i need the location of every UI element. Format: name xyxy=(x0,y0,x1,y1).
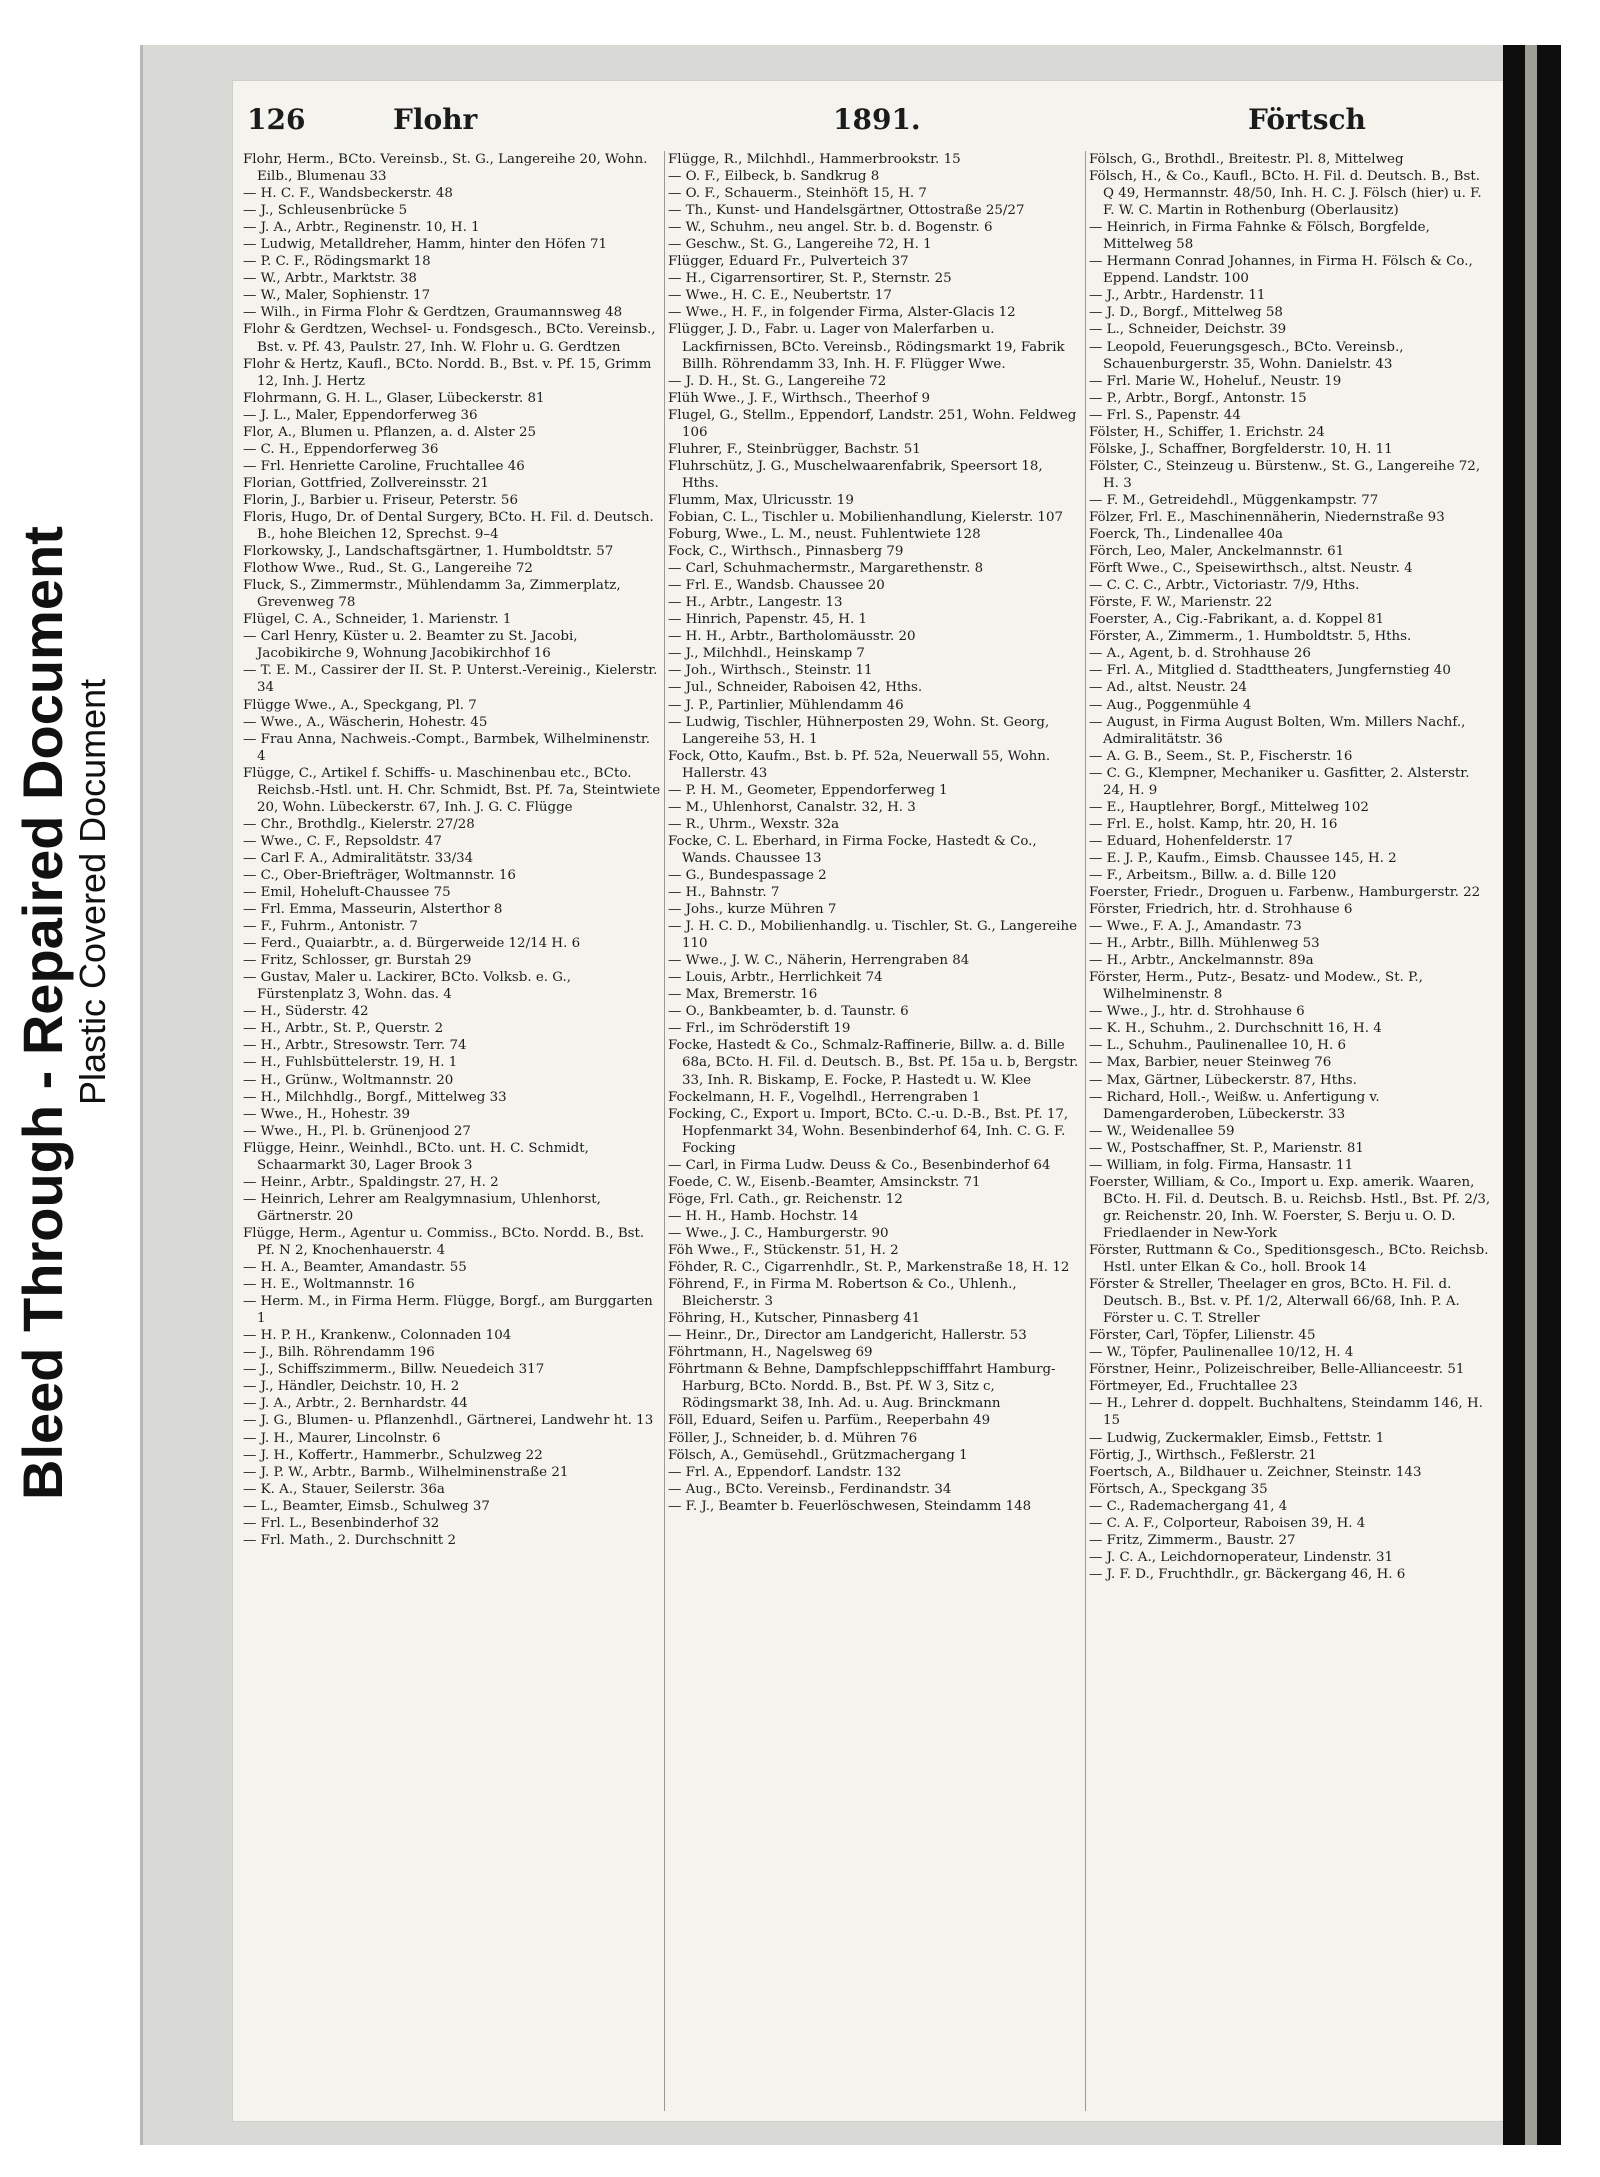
directory-entry: — J., Schleusenbrücke 5 xyxy=(243,203,408,219)
directory-entry: Flügge, Heinr., Weinhdl., BCto. unt. H. C. Schmidt, Schaarmarkt 30, Lager Brook 3 xyxy=(243,1140,589,1173)
directory-entry: — H., Grünw., Woltmannstr. 20 xyxy=(243,1072,454,1088)
directory-entry: — W., Töpfer, Paulinenallee 10/12, H. 4 xyxy=(1089,1345,1354,1361)
scanned-page-area xyxy=(140,45,1561,2145)
directory-entry: Flohr & Hertz, Kaufl., BCto. Nordd. B., Bst. v. Pf. 15, Grimm 12, Inh. J. Hertz xyxy=(243,356,652,389)
directory-entry: Flohr & Gerdtzen, Wechsel- u. Fondsgesch., BCto. Vereinsb., Bst. v. Pf. 43, Paulstr. 27, Inh. W. Flohr u. G. Gerdtzen xyxy=(243,322,656,355)
directory-entry: Förste, F. W., Marienstr. 22 xyxy=(1089,595,1273,611)
header-year: 1891. xyxy=(833,103,921,136)
directory-entry: — O., Bankbeamter, b. d. Taunstr. 6 xyxy=(668,1004,909,1020)
directory-entry: — F. M., Getreidehdl., Müggenkampstr. 77 xyxy=(1089,492,1379,508)
directory-entry: — Fritz, Schlosser, gr. Burstah 29 xyxy=(243,953,472,969)
directory-entry: — E. J. P., Kaufm., Eimsb. Chaussee 145, H. 2 xyxy=(1089,850,1397,866)
directory-entry: — William, in folg. Firma, Hansastr. 11 xyxy=(1089,1157,1354,1173)
directory-entry: — H. A., Beamter, Amandastr. 55 xyxy=(243,1260,467,1276)
directory-entry: Föhrtmann & Behne, Dampfschleppschifffahrt Hamburg-Harburg, BCto. Nordd. B., Bst. Pf. W 3, Sitz c, Rödingsmarkt 38, Inh. Ad. u. Aug. Brinckmann xyxy=(668,1362,1056,1412)
directory-entry: — Frl. A., Mitglied d. Stadttheaters, Jungfernstieg 40 xyxy=(1089,663,1451,679)
directory-entry: Fölster, C., Steinzeug u. Bürstenw., St. G., Langereihe 72, H. 3 xyxy=(1089,458,1481,491)
directory-entry: Flügger, J. D., Fabr. u. Lager von Malerfarben u. Lackfirnissen, BCto. Vereinsb., Rödingsmarkt 19, Fabrik Billh. Röhrendamm 33, Inh. H. F. Flügger Wwe. xyxy=(668,322,1065,372)
directory-entry: — Wwe., A., Wäscherin, Hohestr. 45 xyxy=(243,714,488,730)
directory-entry: — Joh., Wirthsch., Steinstr. 11 xyxy=(668,663,873,679)
directory-entry: Flügge, C., Artikel f. Schiffs- u. Maschinenbau etc., BCto. Reichsb.-Hstl. unt. H. Chr. Schmidt, Bst. Pf. 7a, Steintwiete 20, Wohn. Lübeckerstr. 67, Inh. J. G. C. Flügge xyxy=(243,765,661,815)
directory-entry: Förster, Friedrich, htr. d. Strohhause 6 xyxy=(1089,902,1353,918)
directory-entry: — C. A. F., Colporteur, Raboisen 39, H. 4 xyxy=(1089,1515,1366,1531)
directory-entry: Flugel, G., Stellm., Eppendorf, Landstr. 251, Wohn. Feldweg 106 xyxy=(668,407,1077,440)
directory-entry: — Wwe., J. C., Hamburgerstr. 90 xyxy=(668,1225,889,1241)
directory-entry: Fölzer, Frl. E., Maschinennäherin, Niedernstraße 93 xyxy=(1089,509,1445,525)
directory-entry: Foburg, Wwe., L. M., neust. Fuhlentwiete 128 xyxy=(668,527,981,543)
directory-entry: Fobian, C. L., Tischler u. Mobilienhandlung, Kielerstr. 107 xyxy=(668,509,1063,525)
directory-entry: — August, in Firma August Bolten, Wm. Millers Nachf., Admiralitätstr. 36 xyxy=(1089,714,1466,747)
directory-entry: — Aug., Poggenmühle 4 xyxy=(1089,697,1252,713)
directory-entry: Fölster, H., Schiffer, 1. Erichstr. 24 xyxy=(1089,424,1325,440)
directory-entry: — H., Arbtr., Stresowstr. Terr. 74 xyxy=(243,1038,467,1054)
directory-entry: — Ferd., Quaiarbtr., a. d. Bürgerweide 12/14 H. 6 xyxy=(243,936,581,952)
directory-entry: — C. C. C., Arbtr., Victoriastr. 7/9, Hths. xyxy=(1089,578,1360,594)
directory-entry: Föll, Eduard, Seifen u. Parfüm., Reeperbahn 49 xyxy=(668,1413,991,1429)
directory-entry: — Carl, Schuhmachermstr., Margarethenstr. 8 xyxy=(668,561,984,577)
scan-dark-edge xyxy=(1503,45,1561,2145)
directory-entry: — Carl Henry, Küster u. 2. Beamter zu St. Jacobi, Jacobikirche 9, Wohnung Jacobikirchhof 16 xyxy=(243,629,578,662)
column-divider xyxy=(664,151,665,2111)
directory-entry: Förster & Streller, Theelager en gros, BCto. H. Fil. d. Deutsch. B., Bst. v. Pf. 1/2, Alterwall 66/68, Inh. P. A. Förster u. C. T. Streller xyxy=(1089,1277,1460,1327)
directory-entry: Florin, J., Barbier u. Friseur, Peterstr. 56 xyxy=(243,492,518,508)
directory-entry: — Frau Anna, Nachweis.-Compt., Barmbek, Wilhelminenstr. 4 xyxy=(243,731,651,764)
directory-entry: — Wwe., C. F., Repsoldstr. 47 xyxy=(243,833,442,849)
directory-entry: Fölsch, A., Gemüsehdl., Grützmachergang 1 xyxy=(668,1447,968,1463)
directory-entry: — Louis, Arbtr., Herrlichkeit 74 xyxy=(668,970,883,986)
directory-entry: — Frl., im Schröderstift 19 xyxy=(668,1021,851,1037)
directory-columns xyxy=(243,151,1493,2111)
directory-entry: — H. C. F., Wandsbeckerstr. 48 xyxy=(243,186,453,202)
directory-entry: Foede, C. W., Eisenb.-Beamter, Amsinckstr. 71 xyxy=(668,1174,981,1190)
directory-entry: — J. P., Partinlier, Mühlendamm 46 xyxy=(668,697,904,713)
directory-entry: — R., Uhrm., Wexstr. 32a xyxy=(668,816,840,832)
directory-entry: — H., Milchhdlg., Borgf., Mittelweg 33 xyxy=(243,1089,507,1105)
directory-entry: — W., Postschaffner, St. P., Marienstr. 81 xyxy=(1089,1140,1364,1156)
directory-entry: — H., Fuhlsbüttelerstr. 19, H. 1 xyxy=(243,1055,458,1071)
directory-entry: — L., Schuhm., Paulinenallee 10, H. 6 xyxy=(1089,1038,1346,1054)
directory-entry: — J. A., Arbtr., 2. Bernhardstr. 44 xyxy=(243,1396,468,1412)
directory-entry: — J. P. W., Arbtr., Barmb., Wilhelminenstraße 21 xyxy=(243,1464,569,1480)
directory-entry: Flohr, Herm., BCto. Vereinsb., St. G., Langereihe 20, Wohn. Eilb., Blumenau 33 xyxy=(243,152,648,185)
directory-entry: Förster, A., Zimmerm., 1. Humboldtstr. 5, Hths. xyxy=(1089,629,1412,645)
directory-entry: Förtmeyer, Ed., Fruchtallee 23 xyxy=(1089,1379,1298,1395)
directory-entry: — C., Rademachergang 41, 4 xyxy=(1089,1498,1288,1514)
directory-entry: Fock, Otto, Kaufm., Bst. b. Pf. 52a, Neuerwall 55, Wohn. Hallerstr. 43 xyxy=(668,748,1051,781)
directory-entry: Flor, A., Blumen u. Pflanzen, a. d. Alster 25 xyxy=(243,424,536,440)
directory-entry: — E., Hauptlehrer, Borgf., Mittelweg 102 xyxy=(1089,799,1369,815)
directory-entry: — Wwe., J., htr. d. Strohhause 6 xyxy=(1089,1004,1305,1020)
directory-entry: — O. F., Eilbeck, b. Sandkrug 8 xyxy=(668,169,880,185)
directory-entry: Flügel, C. A., Schneider, 1. Marienstr. 1 xyxy=(243,612,512,628)
directory-entry: — Ludwig, Tischler, Hühnerposten 29, Wohn. St. Georg, Langereihe 53, H. 1 xyxy=(668,714,1050,747)
header-last-entry: Förtsch xyxy=(1248,103,1366,136)
directory-entry: Fluhrer, F., Steinbrügger, Bachstr. 51 xyxy=(668,441,921,457)
directory-entry: Föhrtmann, H., Nagelsweg 69 xyxy=(668,1345,873,1361)
directory-entry: — H., Lehrer d. doppelt. Buchhaltens, Steindamm 146, H. 15 xyxy=(1089,1396,1483,1429)
directory-entry: — Wwe., H. C. E., Neubertstr. 17 xyxy=(668,288,892,304)
directory-entry: Föhder, R. C., Cigarrenhdlr., St. P., Markenstraße 18, H. 12 xyxy=(668,1260,1070,1276)
directory-entry: Föhrend, F., in Firma M. Robertson & Co., Uhlenh., Bleicherstr. 3 xyxy=(668,1277,1017,1310)
header-first-entry: Flohr xyxy=(393,103,478,136)
directory-entry: — P. H. M., Geometer, Eppendorferweg 1 xyxy=(668,782,948,798)
directory-entry: — A., Agent, b. d. Strohhause 26 xyxy=(1089,646,1311,662)
directory-entry: Flumm, Max, Ulricusstr. 19 xyxy=(668,492,854,508)
directory-entry: — Hermann Conrad Johannes, in Firma H. Fölsch & Co., Eppend. Landstr. 100 xyxy=(1089,254,1473,287)
directory-entry: Foerster, William, & Co., Import u. Exp. amerik. Waaren, BCto. H. Fil. d. Deutsch. B. u. Reichsb. Hstl., Bst. Pf. 2/3, gr. Reichenstr. 20, Inh. W. Foerster, S. Berju u. O. D. Friedlaender in New-York xyxy=(1089,1174,1491,1241)
directory-entry: — Frl. E., Wandsb. Chaussee 20 xyxy=(668,578,885,594)
directory-entry: — Hinrich, Papenstr. 45, H. 1 xyxy=(668,612,868,628)
directory-entry: Förch, Leo, Maler, Anckelmannstr. 61 xyxy=(1089,544,1345,560)
directory-entry: — H., Arbtr., Anckelmannstr. 89a xyxy=(1089,953,1314,969)
directory-entry: — Frl. L., Besenbinderhof 32 xyxy=(243,1515,440,1531)
directory-entry: — Max, Barbier, neuer Steinweg 76 xyxy=(1089,1055,1332,1071)
directory-entry: Fölsch, H., & Co., Kaufl., BCto. H. Fil. d. Deutsch. B., Bst. Q 49, Hermannstr. 48/50, Inh. H. C. J. Fölsch (hier) u. F. F. W. C. Martin in Rothenburg (Oberlausitz) xyxy=(1089,169,1482,219)
directory-entry: — H. H., Hamb. Hochstr. 14 xyxy=(668,1208,859,1224)
scan-edge-strip xyxy=(1525,45,1537,2145)
directory-entry: — Wwe., H., Hohestr. 39 xyxy=(243,1106,411,1122)
directory-entry: — Wilh., in Firma Flohr & Gerdtzen, Graumannsweg 48 xyxy=(243,305,623,321)
directory-entry: Flüh Wwe., J. F., Wirthsch., Theerhof 9 xyxy=(668,390,931,406)
directory-entry: Flügge, R., Milchhdl., Hammerbrookstr. 15 xyxy=(668,152,961,167)
directory-entry: — J., Arbtr., Hardenstr. 11 xyxy=(1089,288,1266,304)
directory-entry: — H., Arbtr., St. P., Querstr. 2 xyxy=(243,1021,444,1037)
directory-entry: — W., Schuhm., neu angel. Str. b. d. Bogenstr. 6 xyxy=(668,220,993,236)
column-right xyxy=(1089,151,1491,2111)
column-left xyxy=(243,151,661,2111)
directory-entry: Förft Wwe., C., Speisewirthsch., altst. Neustr. 4 xyxy=(1089,561,1413,577)
directory-entry: Förstner, Heinr., Polizeischreiber, Belle-Allianceestr. 51 xyxy=(1089,1362,1465,1378)
directory-entry: — Eduard, Hohenfelderstr. 17 xyxy=(1089,833,1293,849)
directory-entry: — K. H., Schuhm., 2. Durchschnitt 16, H. 4 xyxy=(1089,1021,1382,1037)
page-header xyxy=(233,103,1503,143)
directory-entry: — J. L., Maler, Eppendorferweg 36 xyxy=(243,407,478,423)
directory-entry: Föge, Frl. Cath., gr. Reichenstr. 12 xyxy=(668,1191,903,1207)
scan-side-label xyxy=(0,0,140,2177)
directory-entry: — L., Beamter, Eimsb., Schulweg 37 xyxy=(243,1498,490,1514)
directory-entry: Flügger, Eduard Fr., Pulverteich 37 xyxy=(668,254,909,270)
directory-entry: Foerster, A., Cig.-Fabrikant, a. d. Koppel 81 xyxy=(1089,612,1385,628)
directory-entry: — J., Milchhdl., Heinskamp 7 xyxy=(668,646,865,662)
directory-entry: Fluck, S., Zimmermstr., Mühlendamm 3a, Zimmerplatz, Grevenweg 78 xyxy=(243,578,621,611)
directory-entry: — Frl. Marie W., Hoheluf., Neustr. 19 xyxy=(1089,373,1342,389)
directory-entry: Föh Wwe., F., Stückenstr. 51, H. 2 xyxy=(668,1243,899,1258)
directory-entry: — Emil, Hoheluft-Chaussee 75 xyxy=(243,885,451,901)
directory-entry: — Frl. Henriette Caroline, Fruchtallee 46 xyxy=(243,458,525,474)
side-label-main: Bleed Through - Repaired Document xyxy=(11,526,74,1500)
directory-entry: — J. H., Koffertr., Hammerbr., Schulzweg 22 xyxy=(243,1447,543,1463)
directory-entry: — H., Cigarrensortirer, St. P., Sternstr. 25 xyxy=(668,271,952,287)
directory-entry: — C. G., Klempner, Mechaniker u. Gasfitter, 2. Alsterstr. 24, H. 9 xyxy=(1089,765,1470,798)
directory-entry: Fölsch, G., Brothdl., Breitestr. Pl. 8, Mittelweg xyxy=(1089,152,1404,167)
directory-entry: — Leopold, Feuerungsgesch., BCto. Vereinsb., Schauenburgerstr. 35, Wohn. Danielstr. 43 xyxy=(1089,339,1404,372)
directory-entry: Förster, Herm., Putz-, Besatz- und Modew., St. P., Wilhelminenstr. 8 xyxy=(1089,970,1423,1003)
directory-entry: — F. J., Beamter b. Feuerlöschwesen, Steindamm 148 xyxy=(668,1498,1032,1514)
directory-entry: — P., Arbtr., Borgf., Antonstr. 15 xyxy=(1089,390,1307,406)
directory-entry: Fockelmann, H. F., Vogelhdl., Herrengraben 1 xyxy=(668,1089,981,1105)
directory-entry: — C., Ober-Briefträger, Woltmannstr. 16 xyxy=(243,867,516,883)
directory-entry: — H., Arbtr., Billh. Mühlenweg 53 xyxy=(1089,936,1320,952)
directory-entry: — Gustav, Maler u. Lackirer, BCto. Volksb. e. G., Fürstenplatz 3, Wohn. das. 4 xyxy=(243,970,572,1003)
directory-entry: — Ad., altst. Neustr. 24 xyxy=(1089,680,1248,696)
directory-entry: Förster, Ruttmann & Co., Speditionsgesch., BCto. Reichsb. Hstl. unter Elkan & Co., holl. Brook 14 xyxy=(1089,1243,1489,1276)
directory-entry: — Carl, in Firma Ludw. Deuss & Co., Besenbinderhof 64 xyxy=(668,1157,1051,1173)
directory-entry: Floris, Hugo, Dr. of Dental Surgery, BCto. H. Fil. d. Deutsch. B., hohe Bleichen 12, Sprechst. 9–4 xyxy=(243,509,654,543)
directory-entry: — H. H., Arbtr., Bartholomäusstr. 20 xyxy=(668,629,916,645)
directory-entry: — J. D., Borgf., Mittelweg 58 xyxy=(1089,305,1283,321)
directory-entry: — Fritz, Zimmerm., Baustr. 27 xyxy=(1089,1532,1296,1548)
directory-entry: — H. P. H., Krankenw., Colonnaden 104 xyxy=(243,1328,512,1344)
directory-entry: Fölske, J., Schaffner, Borgfelderstr. 10, H. 11 xyxy=(1089,441,1393,457)
directory-entry: — K. A., Stauer, Seilerstr. 36a xyxy=(243,1481,445,1497)
directory-entry: — J. A., Arbtr., Reginenstr. 10, H. 1 xyxy=(243,220,480,236)
directory-entry: Flohrmann, G. H. L., Glaser, Lübeckerstr. 81 xyxy=(243,390,545,406)
directory-entry: — Heinrich, in Firma Fahnke & Fölsch, Borgfelde, Mittelweg 58 xyxy=(1089,220,1430,253)
directory-entry: — H., Süderstr. 42 xyxy=(243,1004,369,1020)
directory-entry: — J., Bilh. Röhrendamm 196 xyxy=(243,1345,435,1361)
directory-entry: — J. F. D., Fruchthdlr., gr. Bäckergang 46, H. 6 xyxy=(1089,1566,1406,1582)
directory-entry: — J., Schiffszimmerm., Billw. Neuedeich 317 xyxy=(243,1362,545,1378)
directory-entry: — Heinr., Arbtr., Spaldingstr. 27, H. 2 xyxy=(243,1174,499,1190)
directory-entry: Föller, J., Schneider, b. d. Mühren 76 xyxy=(668,1430,918,1446)
directory-entry: — H., Bahnstr. 7 xyxy=(668,885,780,901)
directory-entry: Focke, C. L. Eberhard, in Firma Focke, Hastedt & Co., Wands. Chaussee 13 xyxy=(668,833,1037,866)
directory-entry: Flügge Wwe., A., Speckgang, Pl. 7 xyxy=(243,697,477,713)
directory-entry: — J. D. H., St. G., Langereihe 72 xyxy=(668,373,887,389)
directory-entry: Förster, Carl, Töpfer, Lilienstr. 45 xyxy=(1089,1328,1316,1344)
directory-entry: — Wwe., F. A. J., Amandastr. 73 xyxy=(1089,919,1302,935)
directory-entry: — Th., Kunst- und Handelsgärtner, Ottostraße 25/27 xyxy=(668,203,1025,219)
directory-entry: — J. H. C. D., Mobilienhandlg. u. Tischler, St. G., Langereihe 110 xyxy=(668,919,1078,952)
directory-entry: — Wwe., J. W. C., Näherin, Herrengraben 84 xyxy=(668,953,970,969)
directory-entry: — W., Arbtr., Marktstr. 38 xyxy=(243,271,417,287)
directory-entry: — Geschw., St. G., Langereihe 72, H. 1 xyxy=(668,237,932,253)
directory-page xyxy=(233,81,1503,2121)
directory-entry: — Heinrich, Lehrer am Realgymnasium, Uhlenhorst, Gärtnerstr. 20 xyxy=(243,1191,601,1224)
directory-entry: — Frl. S., Papenstr. 44 xyxy=(1089,407,1241,423)
directory-entry: — T. E. M., Cassirer der II. St. P. Unterst.-Vereinig., Kielerstr. 34 xyxy=(243,663,658,696)
directory-entry: — Ludwig, Zuckermakler, Eimsb., Fettstr. 1 xyxy=(1089,1430,1385,1446)
directory-entry: — Ludwig, Metalldreher, Hamm, hinter den Höfen 71 xyxy=(243,237,607,253)
directory-entry: Foertsch, A., Bildhauer u. Zeichner, Steinstr. 143 xyxy=(1089,1464,1422,1480)
directory-entry: — Max, Gärtner, Lübeckerstr. 87, Hths. xyxy=(1089,1072,1357,1088)
directory-entry: — Wwe., H., Pl. b. Grünenjood 27 xyxy=(243,1123,471,1139)
directory-entry: Förtig, J., Wirthsch., Feßlerstr. 21 xyxy=(1089,1447,1317,1463)
directory-entry: Foerck, Th., Lindenallee 40a xyxy=(1089,527,1283,543)
directory-entry: — W., Maler, Sophienstr. 17 xyxy=(243,288,431,304)
directory-entry: Foerster, Friedr., Droguen u. Farbenw., Hamburgerstr. 22 xyxy=(1089,885,1481,901)
directory-entry: — J. G., Blumen- u. Pflanzenhdl., Gärtnerei, Landwehr ht. 13 xyxy=(243,1413,654,1429)
directory-entry: — Carl F. A., Admiralitätstr. 33/34 xyxy=(243,850,474,866)
directory-entry: — F., Arbeitsm., Billw. a. d. Bille 120 xyxy=(1089,867,1337,883)
directory-entry: — Richard, Holl.-, Weißw. u. Anfertigung v. Damengarderoben, Lübeckerstr. 33 xyxy=(1089,1089,1380,1122)
directory-entry: — J. H., Maurer, Lincolnstr. 6 xyxy=(243,1430,441,1446)
directory-entry: — Herm. M., in Firma Herm. Flügge, Borgf., am Burggarten 1 xyxy=(243,1294,653,1327)
directory-entry: — Chr., Brothdlg., Kielerstr. 27/28 xyxy=(243,816,475,832)
directory-entry: Förtsch, A., Speckgang 35 xyxy=(1089,1481,1268,1497)
directory-entry: Focke, Hastedt & Co., Schmalz-Raffinerie, Billw. a. d. Bille 68a, BCto. H. Fil. d. Deutsch. B., Bst. Pf. 15a u. b, Bergstr. 33, Inh. R. Biskamp, E. Focke, P. Hastedt u. W. Klee xyxy=(668,1038,1079,1088)
directory-entry: — Frl. E., holst. Kamp, htr. 20, H. 16 xyxy=(1089,816,1338,832)
directory-entry: — H. E., Woltmannstr. 16 xyxy=(243,1277,415,1293)
page-number: 126 xyxy=(247,103,306,136)
column-middle xyxy=(668,151,1081,2111)
directory-entry: Flügge, Herm., Agentur u. Commiss., BCto. Nordd. B., Bst. Pf. N 2, Knochenhauerstr. 4 xyxy=(243,1225,645,1258)
directory-entry: Flothow Wwe., Rud., St. G., Langereihe 72 xyxy=(243,561,533,577)
directory-entry: Focking, C., Export u. Import, BCto. C.-u. D.-B., Bst. Pf. 17, Hopfenmarkt 34, Wohn. Besenbinderhof 64, Inh. C. G. F. Focking xyxy=(668,1106,1069,1156)
directory-entry: Föhring, H., Kutscher, Pinnasberg 41 xyxy=(668,1311,921,1327)
directory-entry: — J. C. A., Leichdornoperateur, Lindenstr. 31 xyxy=(1089,1549,1394,1565)
directory-entry: — Johs., kurze Mühren 7 xyxy=(668,902,837,918)
directory-entry: — Jul., Schneider, Raboisen 42, Hths. xyxy=(668,680,923,696)
directory-entry: — F., Fuhrm., Antonistr. 7 xyxy=(243,919,418,935)
directory-entry: — L., Schneider, Deichstr. 39 xyxy=(1089,322,1287,338)
directory-entry: — Aug., BCto. Vereinsb., Ferdinandstr. 34 xyxy=(668,1481,952,1497)
directory-entry: — P. C. F., Rödingsmarkt 18 xyxy=(243,254,431,270)
directory-entry: — O. F., Schauerm., Steinhöft 15, H. 7 xyxy=(668,186,927,202)
column-divider xyxy=(1085,151,1086,2111)
directory-entry: — A. G. B., Seem., St. P., Fischerstr. 16 xyxy=(1089,748,1353,764)
directory-entry: Fock, C., Wirthsch., Pinnasberg 79 xyxy=(668,544,904,560)
directory-entry: — C. H., Eppendorferweg 36 xyxy=(243,441,439,457)
directory-entry: Florian, Gottfried, Zollvereinsstr. 21 xyxy=(243,475,489,491)
directory-entry: — H., Arbtr., Langestr. 13 xyxy=(668,595,843,611)
directory-entry: — Wwe., H. F., in folgender Firma, Alster-Glacis 12 xyxy=(668,305,1016,321)
directory-entry: — Frl. A., Eppendorf. Landstr. 132 xyxy=(668,1464,902,1480)
directory-entry: — Max, Bremerstr. 16 xyxy=(668,987,818,1003)
directory-entry: — J., Händler, Deichstr. 10, H. 2 xyxy=(243,1379,460,1395)
directory-entry: — M., Uhlenhorst, Canalstr. 32, H. 3 xyxy=(668,799,916,815)
directory-entry: — Heinr., Dr., Director am Landgericht, Hallerstr. 53 xyxy=(668,1328,1027,1344)
directory-entry: — G., Bundespassage 2 xyxy=(668,867,827,883)
side-label-sub: Plastic Covered Document xyxy=(72,678,113,1105)
directory-entry: — Frl. Emma, Masseurin, Alsterthor 8 xyxy=(243,902,503,918)
directory-entry: — W., Weidenallee 59 xyxy=(1089,1123,1235,1139)
directory-entry: — Frl. Math., 2. Durchschnitt 2 xyxy=(243,1532,456,1548)
directory-entry: Fluhrschütz, J. G., Muschelwaarenfabrik, Speersort 18, Hths. xyxy=(668,458,1043,491)
directory-entry: Florkowsky, J., Landschaftsgärtner, 1. Humboldtstr. 57 xyxy=(243,544,614,560)
